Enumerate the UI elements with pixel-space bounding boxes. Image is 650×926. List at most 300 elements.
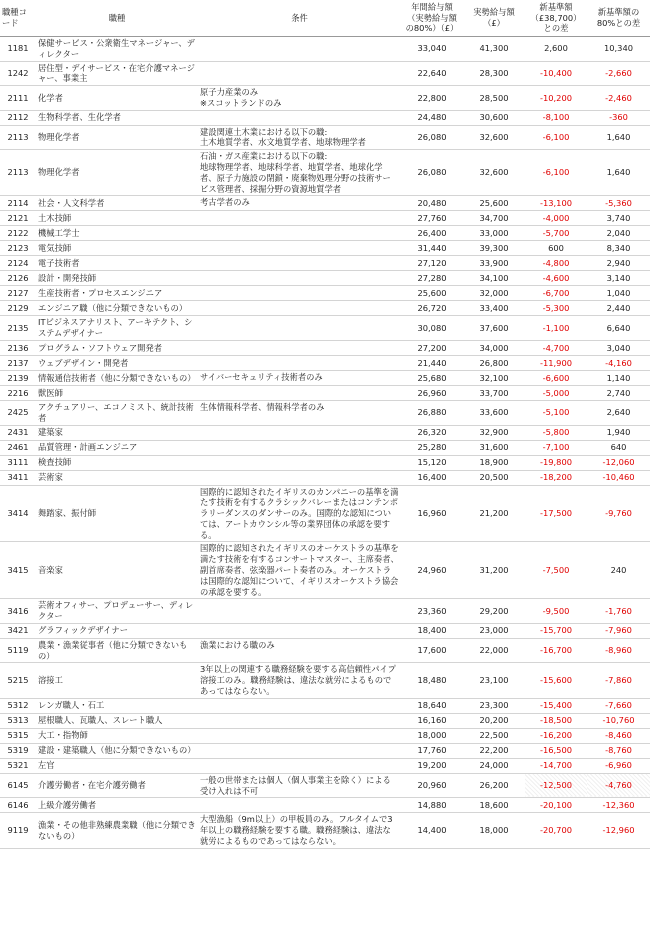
job-cell: 居住型・デイサービス・在宅介護マネージャー、事業主 — [36, 61, 198, 86]
diff-new-threshold-cell: -10,200 — [525, 86, 587, 111]
diff-80pct-cell: 2,040 — [587, 226, 650, 241]
annual-salary-cell: 26,320 — [401, 425, 463, 440]
annual-salary-cell: 25,280 — [401, 440, 463, 455]
market-salary-cell: 18,600 — [463, 798, 525, 813]
condition-cell — [198, 425, 401, 440]
header-code: 職種コード — [0, 0, 36, 37]
table-row — [0, 663, 650, 698]
market-salary-cell: 33,000 — [463, 226, 525, 241]
code-cell: 2123 — [0, 241, 36, 256]
table-row — [0, 713, 650, 728]
annual-salary-cell: 24,960 — [401, 542, 463, 599]
annual-salary-cell: 15,120 — [401, 455, 463, 470]
condition-cell — [198, 385, 401, 400]
annual-salary-cell: 23,360 — [401, 599, 463, 624]
code-cell: 2111 — [0, 86, 36, 111]
diff-80pct-cell: 2,640 — [587, 400, 650, 425]
annual-salary-cell: 16,160 — [401, 713, 463, 728]
diff-new-threshold-cell: -1,100 — [525, 316, 587, 341]
diff-80pct-cell: 8,340 — [587, 241, 650, 256]
code-cell: 2112 — [0, 110, 36, 125]
code-cell: 2113 — [0, 125, 36, 150]
job-cell: 農業・漁業従事者（他に分類できないもの） — [36, 638, 198, 663]
diff-80pct-cell: -8,760 — [587, 743, 650, 758]
code-cell: 2135 — [0, 316, 36, 341]
diff-new-threshold-cell: -16,500 — [525, 743, 587, 758]
header-market-salary: 実勢給与額（£） — [463, 0, 525, 37]
diff-80pct-cell: -8,460 — [587, 728, 650, 743]
job-cell: 社会・人文科学者 — [36, 196, 198, 211]
job-cell: 建設・建築職人（他に分類できないもの） — [36, 743, 198, 758]
code-cell: 5319 — [0, 743, 36, 758]
job-cell: 土木技師 — [36, 211, 198, 226]
header-diff-new-threshold: 新基準額（£38,700）との差 — [525, 0, 587, 37]
table-row — [0, 370, 650, 385]
market-salary-cell: 23,000 — [463, 623, 525, 638]
diff-new-threshold-cell: -18,200 — [525, 470, 587, 485]
market-salary-cell: 32,000 — [463, 286, 525, 301]
table-row — [0, 698, 650, 713]
job-cell: グラフィックデザイナー — [36, 623, 198, 638]
job-cell: ウェブデザイン・開発者 — [36, 355, 198, 370]
market-salary-cell: 24,000 — [463, 758, 525, 773]
annual-salary-cell: 27,120 — [401, 256, 463, 271]
code-cell: 9119 — [0, 813, 36, 848]
table-header-row — [0, 0, 650, 37]
table-row — [0, 125, 650, 150]
annual-salary-cell: 26,080 — [401, 125, 463, 150]
table-row — [0, 542, 650, 599]
condition-cell: 建設関連土木業における以下の職: 土木地質学者、水文地質学者、地球物理学者 — [198, 125, 401, 150]
condition-cell — [198, 743, 401, 758]
table-row — [0, 773, 650, 798]
table-row — [0, 340, 650, 355]
market-salary-cell: 34,700 — [463, 211, 525, 226]
annual-salary-cell: 14,880 — [401, 798, 463, 813]
market-salary-cell: 28,300 — [463, 61, 525, 86]
diff-new-threshold-cell: -5,800 — [525, 425, 587, 440]
diff-80pct-cell: -4,160 — [587, 355, 650, 370]
diff-new-threshold-cell: -4,600 — [525, 271, 587, 286]
diff-80pct-cell: -10,760 — [587, 713, 650, 728]
diff-new-threshold-cell: -11,900 — [525, 355, 587, 370]
diff-new-threshold-cell: -8,100 — [525, 110, 587, 125]
header-condition: 条件 — [198, 0, 401, 37]
annual-salary-cell: 33,040 — [401, 37, 463, 62]
diff-80pct-cell: 2,740 — [587, 385, 650, 400]
condition-cell: 石油・ガス産業における以下の職: 地球物理学者、地球科学者、地質学者、地球化学者、原子力施設の閉鎖・廃棄物処理分野の技術サービス管理者、採掘分野の資源地質学者 — [198, 150, 401, 196]
condition-cell — [198, 599, 401, 624]
job-cell: ITビジネスアナリスト、アーキテクト、システムデザイナー — [36, 316, 198, 341]
code-cell: 6145 — [0, 773, 36, 798]
table-row — [0, 241, 650, 256]
code-cell: 2139 — [0, 370, 36, 385]
diff-new-threshold-cell: -12,500 — [525, 773, 587, 798]
market-salary-cell: 26,200 — [463, 773, 525, 798]
diff-80pct-cell: 6,640 — [587, 316, 650, 341]
table-row — [0, 211, 650, 226]
table-row — [0, 758, 650, 773]
annual-salary-cell: 22,800 — [401, 86, 463, 111]
code-cell: 5321 — [0, 758, 36, 773]
annual-salary-cell: 18,640 — [401, 698, 463, 713]
code-cell: 5313 — [0, 713, 36, 728]
annual-salary-cell: 17,760 — [401, 743, 463, 758]
diff-80pct-cell: 2,940 — [587, 256, 650, 271]
code-cell: 5312 — [0, 698, 36, 713]
diff-new-threshold-cell: -15,600 — [525, 663, 587, 698]
code-cell: 3414 — [0, 485, 36, 542]
market-salary-cell: 33,900 — [463, 256, 525, 271]
annual-salary-cell: 26,400 — [401, 226, 463, 241]
market-salary-cell: 18,900 — [463, 455, 525, 470]
job-cell: 電気技師 — [36, 241, 198, 256]
diff-new-threshold-cell: -14,700 — [525, 758, 587, 773]
market-salary-cell: 33,700 — [463, 385, 525, 400]
code-cell: 5315 — [0, 728, 36, 743]
market-salary-cell: 34,100 — [463, 271, 525, 286]
annual-salary-cell: 14,400 — [401, 813, 463, 848]
job-cell: 芸術オフィサー、プロデューサー、ディレクター — [36, 599, 198, 624]
condition-cell — [198, 758, 401, 773]
table-row — [0, 37, 650, 62]
market-salary-cell: 20,500 — [463, 470, 525, 485]
job-cell: 大工・指物師 — [36, 728, 198, 743]
diff-new-threshold-cell: 2,600 — [525, 37, 587, 62]
job-cell: 物理化学者 — [36, 125, 198, 150]
diff-80pct-cell: -12,960 — [587, 813, 650, 848]
market-salary-cell: 23,300 — [463, 698, 525, 713]
table-row — [0, 110, 650, 125]
diff-new-threshold-cell: -7,500 — [525, 542, 587, 599]
market-salary-cell: 29,200 — [463, 599, 525, 624]
diff-80pct-cell: 1,940 — [587, 425, 650, 440]
market-salary-cell: 21,200 — [463, 485, 525, 542]
diff-80pct-cell: 1,040 — [587, 286, 650, 301]
code-cell: 6146 — [0, 798, 36, 813]
table-row — [0, 455, 650, 470]
diff-new-threshold-cell: -5,100 — [525, 400, 587, 425]
job-cell: 品質管理・計画エンジニア — [36, 440, 198, 455]
table-row — [0, 355, 650, 370]
code-cell: 2129 — [0, 301, 36, 316]
annual-salary-cell: 22,640 — [401, 61, 463, 86]
annual-salary-cell: 18,000 — [401, 728, 463, 743]
job-cell: 機械工学士 — [36, 226, 198, 241]
code-cell: 2136 — [0, 340, 36, 355]
code-cell: 2216 — [0, 385, 36, 400]
job-cell: プログラム・ソフトウェア開発者 — [36, 340, 198, 355]
diff-new-threshold-cell: -13,100 — [525, 196, 587, 211]
condition-cell — [198, 698, 401, 713]
diff-80pct-cell: -6,960 — [587, 758, 650, 773]
condition-cell: 国際的に認知されたイギリスのオーケストラの基準を満たす技術を有するコンサートマスター、主席奏者、副首席奏者、弦楽器パート奏者のみ。オーケストラは国際的な認知について、イギリスオーケストラ協会の承認を要する。 — [198, 542, 401, 599]
diff-new-threshold-cell: -16,700 — [525, 638, 587, 663]
annual-salary-cell: 25,600 — [401, 286, 463, 301]
diff-80pct-cell: -12,060 — [587, 455, 650, 470]
condition-cell — [198, 470, 401, 485]
diff-80pct-cell: 640 — [587, 440, 650, 455]
condition-cell — [198, 713, 401, 728]
code-cell: 2121 — [0, 211, 36, 226]
job-cell: 建築家 — [36, 425, 198, 440]
job-cell: エンジニア職（他に分類できないもの） — [36, 301, 198, 316]
diff-80pct-cell: -2,460 — [587, 86, 650, 111]
market-salary-cell: 33,600 — [463, 400, 525, 425]
condition-cell: 生体情報科学者、情報科学者のみ — [198, 400, 401, 425]
annual-salary-cell: 20,480 — [401, 196, 463, 211]
condition-cell — [198, 340, 401, 355]
code-cell: 5119 — [0, 638, 36, 663]
job-cell: 芸術家 — [36, 470, 198, 485]
diff-80pct-cell: 3,740 — [587, 211, 650, 226]
job-cell: 情報通信技術者（他に分類できないもの） — [36, 370, 198, 385]
code-cell: 2124 — [0, 256, 36, 271]
diff-new-threshold-cell: -4,800 — [525, 256, 587, 271]
code-cell: 2127 — [0, 286, 36, 301]
annual-salary-cell: 27,200 — [401, 340, 463, 355]
table-row — [0, 638, 650, 663]
market-salary-cell: 32,100 — [463, 370, 525, 385]
diff-new-threshold-cell: -15,700 — [525, 623, 587, 638]
table-row — [0, 271, 650, 286]
annual-salary-cell: 21,440 — [401, 355, 463, 370]
diff-new-threshold-cell: -7,100 — [525, 440, 587, 455]
diff-80pct-cell: -360 — [587, 110, 650, 125]
table-row — [0, 196, 650, 211]
diff-80pct-cell: -10,460 — [587, 470, 650, 485]
annual-salary-cell: 26,880 — [401, 400, 463, 425]
market-salary-cell: 23,100 — [463, 663, 525, 698]
code-cell: 2126 — [0, 271, 36, 286]
job-cell: 上級介護労働者 — [36, 798, 198, 813]
job-cell: 電子技術者 — [36, 256, 198, 271]
market-salary-cell: 22,000 — [463, 638, 525, 663]
code-cell: 2137 — [0, 355, 36, 370]
code-cell: 2431 — [0, 425, 36, 440]
job-cell: 音楽家 — [36, 542, 198, 599]
condition-cell — [198, 728, 401, 743]
annual-salary-cell: 19,200 — [401, 758, 463, 773]
condition-cell — [198, 241, 401, 256]
diff-new-threshold-cell: -20,100 — [525, 798, 587, 813]
market-salary-cell: 41,300 — [463, 37, 525, 62]
job-cell: 検査技師 — [36, 455, 198, 470]
diff-80pct-cell: 1,640 — [587, 150, 650, 196]
diff-80pct-cell: -8,960 — [587, 638, 650, 663]
diff-new-threshold-cell: -4,000 — [525, 211, 587, 226]
table-row — [0, 623, 650, 638]
job-cell: 設計・開発技師 — [36, 271, 198, 286]
code-cell: 3411 — [0, 470, 36, 485]
header-annual-salary: 年間給与額（実勢給与額の80%）（£） — [401, 0, 463, 37]
condition-cell — [198, 355, 401, 370]
condition-cell — [198, 211, 401, 226]
diff-80pct-cell: 2,440 — [587, 301, 650, 316]
code-cell: 2113 — [0, 150, 36, 196]
diff-new-threshold-cell: -20,700 — [525, 813, 587, 848]
job-cell: 生産技術者・プロセスエンジニア — [36, 286, 198, 301]
diff-80pct-cell: -12,360 — [587, 798, 650, 813]
market-salary-cell: 33,400 — [463, 301, 525, 316]
market-salary-cell: 26,800 — [463, 355, 525, 370]
code-cell: 5215 — [0, 663, 36, 698]
condition-cell — [198, 110, 401, 125]
annual-salary-cell: 18,400 — [401, 623, 463, 638]
annual-salary-cell: 18,480 — [401, 663, 463, 698]
annual-salary-cell: 27,760 — [401, 211, 463, 226]
diff-new-threshold-cell: -6,700 — [525, 286, 587, 301]
diff-new-threshold-cell: -16,200 — [525, 728, 587, 743]
diff-80pct-cell: 3,040 — [587, 340, 650, 355]
code-cell: 3416 — [0, 599, 36, 624]
diff-new-threshold-cell: -4,700 — [525, 340, 587, 355]
condition-cell — [198, 37, 401, 62]
market-salary-cell: 31,200 — [463, 542, 525, 599]
code-cell: 2461 — [0, 440, 36, 455]
diff-new-threshold-cell: 600 — [525, 241, 587, 256]
job-cell: アクチュアリー、エコノミスト、統計技術者 — [36, 400, 198, 425]
table-row — [0, 470, 650, 485]
job-cell: 溶接工 — [36, 663, 198, 698]
diff-80pct-cell: -9,760 — [587, 485, 650, 542]
annual-salary-cell: 30,080 — [401, 316, 463, 341]
job-cell: 生物科学者、生化学者 — [36, 110, 198, 125]
header-diff-80pct: 新基準額の80%との差 — [587, 0, 650, 37]
code-cell: 2425 — [0, 400, 36, 425]
code-cell: 1242 — [0, 61, 36, 86]
code-cell: 2114 — [0, 196, 36, 211]
market-salary-cell: 22,200 — [463, 743, 525, 758]
job-cell: 介護労働者・在宅介護労働者 — [36, 773, 198, 798]
market-salary-cell: 18,000 — [463, 813, 525, 848]
diff-80pct-cell: -7,860 — [587, 663, 650, 698]
condition-cell — [198, 440, 401, 455]
condition-cell — [198, 61, 401, 86]
job-cell: 保健サービス・公衆衛生マネージャー、ディレクター — [36, 37, 198, 62]
annual-salary-cell: 25,680 — [401, 370, 463, 385]
market-salary-cell: 34,000 — [463, 340, 525, 355]
annual-salary-cell: 31,440 — [401, 241, 463, 256]
annual-salary-cell: 26,960 — [401, 385, 463, 400]
diff-80pct-cell: 240 — [587, 542, 650, 599]
table-row — [0, 425, 650, 440]
code-cell: 3421 — [0, 623, 36, 638]
header-job: 職種 — [36, 0, 198, 37]
annual-salary-cell: 24,480 — [401, 110, 463, 125]
diff-80pct-cell: -7,960 — [587, 623, 650, 638]
annual-salary-cell: 16,400 — [401, 470, 463, 485]
table-row — [0, 286, 650, 301]
market-salary-cell: 30,600 — [463, 110, 525, 125]
condition-cell — [198, 798, 401, 813]
diff-new-threshold-cell: -5,700 — [525, 226, 587, 241]
market-salary-cell: 25,600 — [463, 196, 525, 211]
condition-cell — [198, 286, 401, 301]
table-row — [0, 743, 650, 758]
diff-80pct-cell: -1,760 — [587, 599, 650, 624]
table-row — [0, 485, 650, 542]
diff-new-threshold-cell: -5,000 — [525, 385, 587, 400]
condition-cell: 漁業における職のみ — [198, 638, 401, 663]
annual-salary-cell: 20,960 — [401, 773, 463, 798]
diff-new-threshold-cell: -6,600 — [525, 370, 587, 385]
table-row — [0, 798, 650, 813]
annual-salary-cell: 26,720 — [401, 301, 463, 316]
diff-80pct-cell: 1,140 — [587, 370, 650, 385]
diff-80pct-cell: 1,640 — [587, 125, 650, 150]
table-body — [0, 37, 650, 849]
condition-cell: 国際的に認知されたイギリスのカンパニーの基準を満たす技術を有するクラシックバレーまたはコンテンポラリーダンスのダンサーのみ。国際的な認知については、アートカウンシル等の業界団体の承認を要する。 — [198, 485, 401, 542]
market-salary-cell: 39,300 — [463, 241, 525, 256]
condition-cell — [198, 455, 401, 470]
condition-cell — [198, 301, 401, 316]
code-cell: 1181 — [0, 37, 36, 62]
market-salary-cell: 28,500 — [463, 86, 525, 111]
table-row — [0, 226, 650, 241]
diff-new-threshold-cell: -9,500 — [525, 599, 587, 624]
condition-cell — [198, 316, 401, 341]
diff-new-threshold-cell: -6,100 — [525, 125, 587, 150]
condition-cell: 3年以上の関連する職務経験を要する高信頼性パイプ溶接工のみ。職務経験は、違法な就労によるものであってはならない。 — [198, 663, 401, 698]
annual-salary-cell: 26,080 — [401, 150, 463, 196]
diff-80pct-cell: 3,140 — [587, 271, 650, 286]
code-cell: 3415 — [0, 542, 36, 599]
annual-salary-cell: 27,280 — [401, 271, 463, 286]
job-cell: 舞踏家、振付師 — [36, 485, 198, 542]
table-row — [0, 813, 650, 848]
table-row — [0, 86, 650, 111]
condition-cell: 考古学者のみ — [198, 196, 401, 211]
diff-new-threshold-cell: -19,800 — [525, 455, 587, 470]
market-salary-cell: 37,600 — [463, 316, 525, 341]
diff-80pct-cell: -7,660 — [587, 698, 650, 713]
diff-80pct-cell: -4,760 — [587, 773, 650, 798]
diff-new-threshold-cell: -15,400 — [525, 698, 587, 713]
condition-cell: サイバーセキュリティ技術者のみ — [198, 370, 401, 385]
table-row — [0, 400, 650, 425]
diff-80pct-cell: -2,660 — [587, 61, 650, 86]
job-cell: 左官 — [36, 758, 198, 773]
table-row — [0, 256, 650, 271]
market-salary-cell: 31,600 — [463, 440, 525, 455]
condition-cell — [198, 623, 401, 638]
diff-new-threshold-cell: -5,300 — [525, 301, 587, 316]
condition-cell — [198, 226, 401, 241]
market-salary-cell: 32,900 — [463, 425, 525, 440]
diff-new-threshold-cell: -17,500 — [525, 485, 587, 542]
job-cell: 漁業・その他非熟練農業職（他に分類できないもの） — [36, 813, 198, 848]
table-row — [0, 301, 650, 316]
table-row — [0, 316, 650, 341]
annual-salary-cell: 16,960 — [401, 485, 463, 542]
job-cell: レンガ職人・石工 — [36, 698, 198, 713]
market-salary-cell: 20,200 — [463, 713, 525, 728]
table-row — [0, 440, 650, 455]
market-salary-cell: 22,500 — [463, 728, 525, 743]
diff-80pct-cell: 10,340 — [587, 37, 650, 62]
code-cell: 3111 — [0, 455, 36, 470]
table-row — [0, 599, 650, 624]
code-cell: 2122 — [0, 226, 36, 241]
condition-cell — [198, 256, 401, 271]
condition-cell: 原子力産業のみ ※スコットランドのみ — [198, 86, 401, 111]
market-salary-cell: 32,600 — [463, 150, 525, 196]
condition-cell: 大型漁船（9m以上）の甲板員のみ。フルタイムで3年以上の職務経験を要する職。職務経験は、違法な就労によるものであってはならない。 — [198, 813, 401, 848]
condition-cell — [198, 271, 401, 286]
diff-new-threshold-cell: -10,400 — [525, 61, 587, 86]
market-salary-cell: 32,600 — [463, 125, 525, 150]
